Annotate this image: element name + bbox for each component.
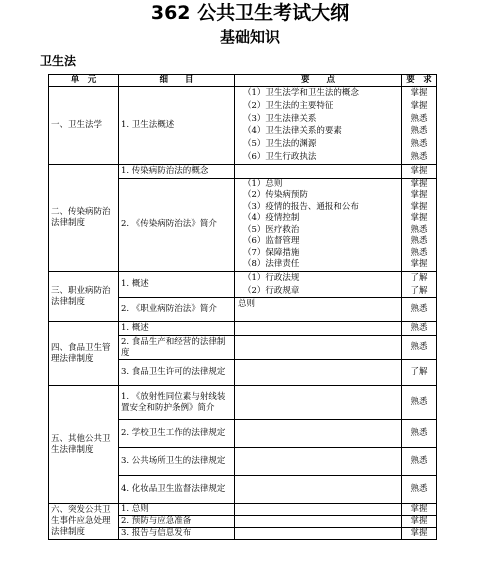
requirement-text: 熟悉 xyxy=(410,139,428,150)
requirement-cell xyxy=(402,271,437,298)
points-cell xyxy=(235,360,402,386)
requirement-cell xyxy=(402,87,437,165)
item-cell: 3. 食品卫生许可的法律规定 xyxy=(119,360,235,386)
requirement-cell: 熟悉 xyxy=(402,476,437,504)
requirement-text: 掌握 xyxy=(410,190,428,201)
section-heading: 卫生法 xyxy=(40,54,77,68)
points-cell xyxy=(235,271,402,298)
requirement-cell: 熟悉 xyxy=(402,336,437,360)
points-cell xyxy=(235,420,402,448)
point-text: （4）卫生法律关系的要素 xyxy=(243,126,342,137)
item-cell: 2. 《职业病防治法》简介 xyxy=(119,298,235,322)
points-cell xyxy=(235,386,402,420)
unit-cell: 一、卫生法学 xyxy=(49,87,119,165)
point-text: （2）行政规章 xyxy=(243,285,300,296)
item-cell: 3. 报告与信息发布 xyxy=(119,528,235,540)
requirement-text: 掌握 xyxy=(410,88,428,98)
item-cell: 1. 传染病防治法的概念 xyxy=(119,164,235,178)
requirement-text: 掌握 xyxy=(410,100,428,111)
table-row xyxy=(49,87,437,165)
requirement-cell: 了解 xyxy=(402,360,437,386)
item-cell: 1. 概述 xyxy=(119,271,235,298)
requirement-text: 熟悉 xyxy=(410,236,428,247)
points-cell xyxy=(235,322,402,336)
point-text: （4）疫情控制 xyxy=(243,213,300,224)
item-cell: 1. 《放射性同位素与射线装置安全和防护条例》简介 xyxy=(119,386,235,420)
item-cell: 4. 化妆品卫生监督法律规定 xyxy=(119,476,235,504)
item-cell: 2. 学校卫生工作的法律规定 xyxy=(119,420,235,448)
requirement-cell: 掌握 xyxy=(402,516,437,528)
requirement-text: 了解 xyxy=(410,285,428,296)
document-title: 362 公共卫生考试大纲 xyxy=(150,2,350,24)
point-text: （5）卫生法的渊源 xyxy=(243,139,317,150)
unit-cell: 六、突发公共卫生事件应急处理法律制度 xyxy=(49,504,119,540)
point-text: （5）医疗救治 xyxy=(243,224,300,235)
item-cell: 2. 《传染病防治法》简介 xyxy=(119,178,235,271)
table-row xyxy=(49,504,437,516)
requirement-text: 熟悉 xyxy=(410,151,428,162)
point-text: （1）总则 xyxy=(243,178,283,189)
point-text: （3）卫生法律关系 xyxy=(243,113,317,124)
item-cell: 3. 公共场所卫生的法律规定 xyxy=(119,448,235,476)
points-cell xyxy=(235,448,402,476)
unit-cell: 二、传染病防治法律制度 xyxy=(49,164,119,271)
requirement-cell: 掌握 xyxy=(402,504,437,516)
requirement-text: 熟悉 xyxy=(410,113,428,124)
column-header-unit: 单 元 xyxy=(49,75,119,87)
requirement-cell: 掌握 xyxy=(402,528,437,540)
table-row xyxy=(49,271,437,298)
syllabus-table xyxy=(48,74,437,540)
column-header-points: 要 点 xyxy=(235,75,402,87)
points-cell xyxy=(235,87,402,165)
requirement-cell: 熟悉 xyxy=(402,322,437,336)
table-header-row xyxy=(49,75,437,87)
points-cell xyxy=(235,516,402,528)
point-text: （6）卫生行政执法 xyxy=(243,151,317,162)
document-subtitle: 基础知识 xyxy=(219,28,280,46)
point-text: （6）监督管理 xyxy=(243,236,300,247)
requirement-cell xyxy=(402,178,437,271)
unit-cell: 三、职业病防治法律制度 xyxy=(49,271,119,322)
point-text: （8）法律责任 xyxy=(243,259,300,270)
table-row xyxy=(49,386,437,420)
item-cell: 2. 食品生产和经营的法律制度 xyxy=(119,336,235,360)
requirement-text: 了解 xyxy=(410,272,428,283)
unit-cell: 五、其他公共卫生法律制度 xyxy=(49,386,119,504)
requirement-text: 掌握 xyxy=(410,201,428,212)
points-cell xyxy=(235,476,402,504)
requirement-cell: 熟悉 xyxy=(402,386,437,420)
point-text: （2）传染病预防 xyxy=(243,190,308,201)
point-text: （7）保障措施 xyxy=(243,247,300,258)
points-cell xyxy=(235,178,402,271)
item-cell: 2. 预防与应急准备 xyxy=(119,516,235,528)
requirement-cell: 熟悉 xyxy=(402,298,437,322)
item-cell: 1. 概述 xyxy=(119,322,235,336)
points-cell xyxy=(235,298,402,322)
item-cell: 1. 卫生法概述 xyxy=(119,87,235,165)
table-row xyxy=(49,322,437,336)
requirement-text: 熟悉 xyxy=(410,224,428,235)
points-cell xyxy=(235,164,402,178)
points-cell xyxy=(235,528,402,540)
point-text: （1）行政法规 xyxy=(243,272,300,283)
points-cell xyxy=(235,336,402,360)
requirement-cell: 掌握 xyxy=(402,164,437,178)
table-row xyxy=(49,164,437,178)
column-header-requirement: 要 求 xyxy=(402,75,437,87)
requirement-text: 掌握 xyxy=(410,178,428,189)
column-header-item: 细 目 xyxy=(119,75,235,87)
point-text: （1）卫生法学和卫生法的概念 xyxy=(243,88,359,98)
requirement-text: 熟悉 xyxy=(410,247,428,258)
point-text: （2）卫生法的主要特征 xyxy=(243,100,334,111)
requirement-cell: 熟悉 xyxy=(402,420,437,448)
point-text: （3）疫情的报告、通报和公布 xyxy=(243,201,359,212)
requirement-text: 熟悉 xyxy=(410,126,428,137)
item-cell: 1. 总则 xyxy=(119,504,235,516)
requirement-cell: 熟悉 xyxy=(402,448,437,476)
requirement-text: 掌握 xyxy=(410,213,428,224)
points-cell xyxy=(235,504,402,516)
point-text: 总则 xyxy=(238,299,256,310)
unit-cell: 四、食品卫生管理法律制度 xyxy=(49,322,119,386)
requirement-text: 掌握 xyxy=(410,259,428,270)
